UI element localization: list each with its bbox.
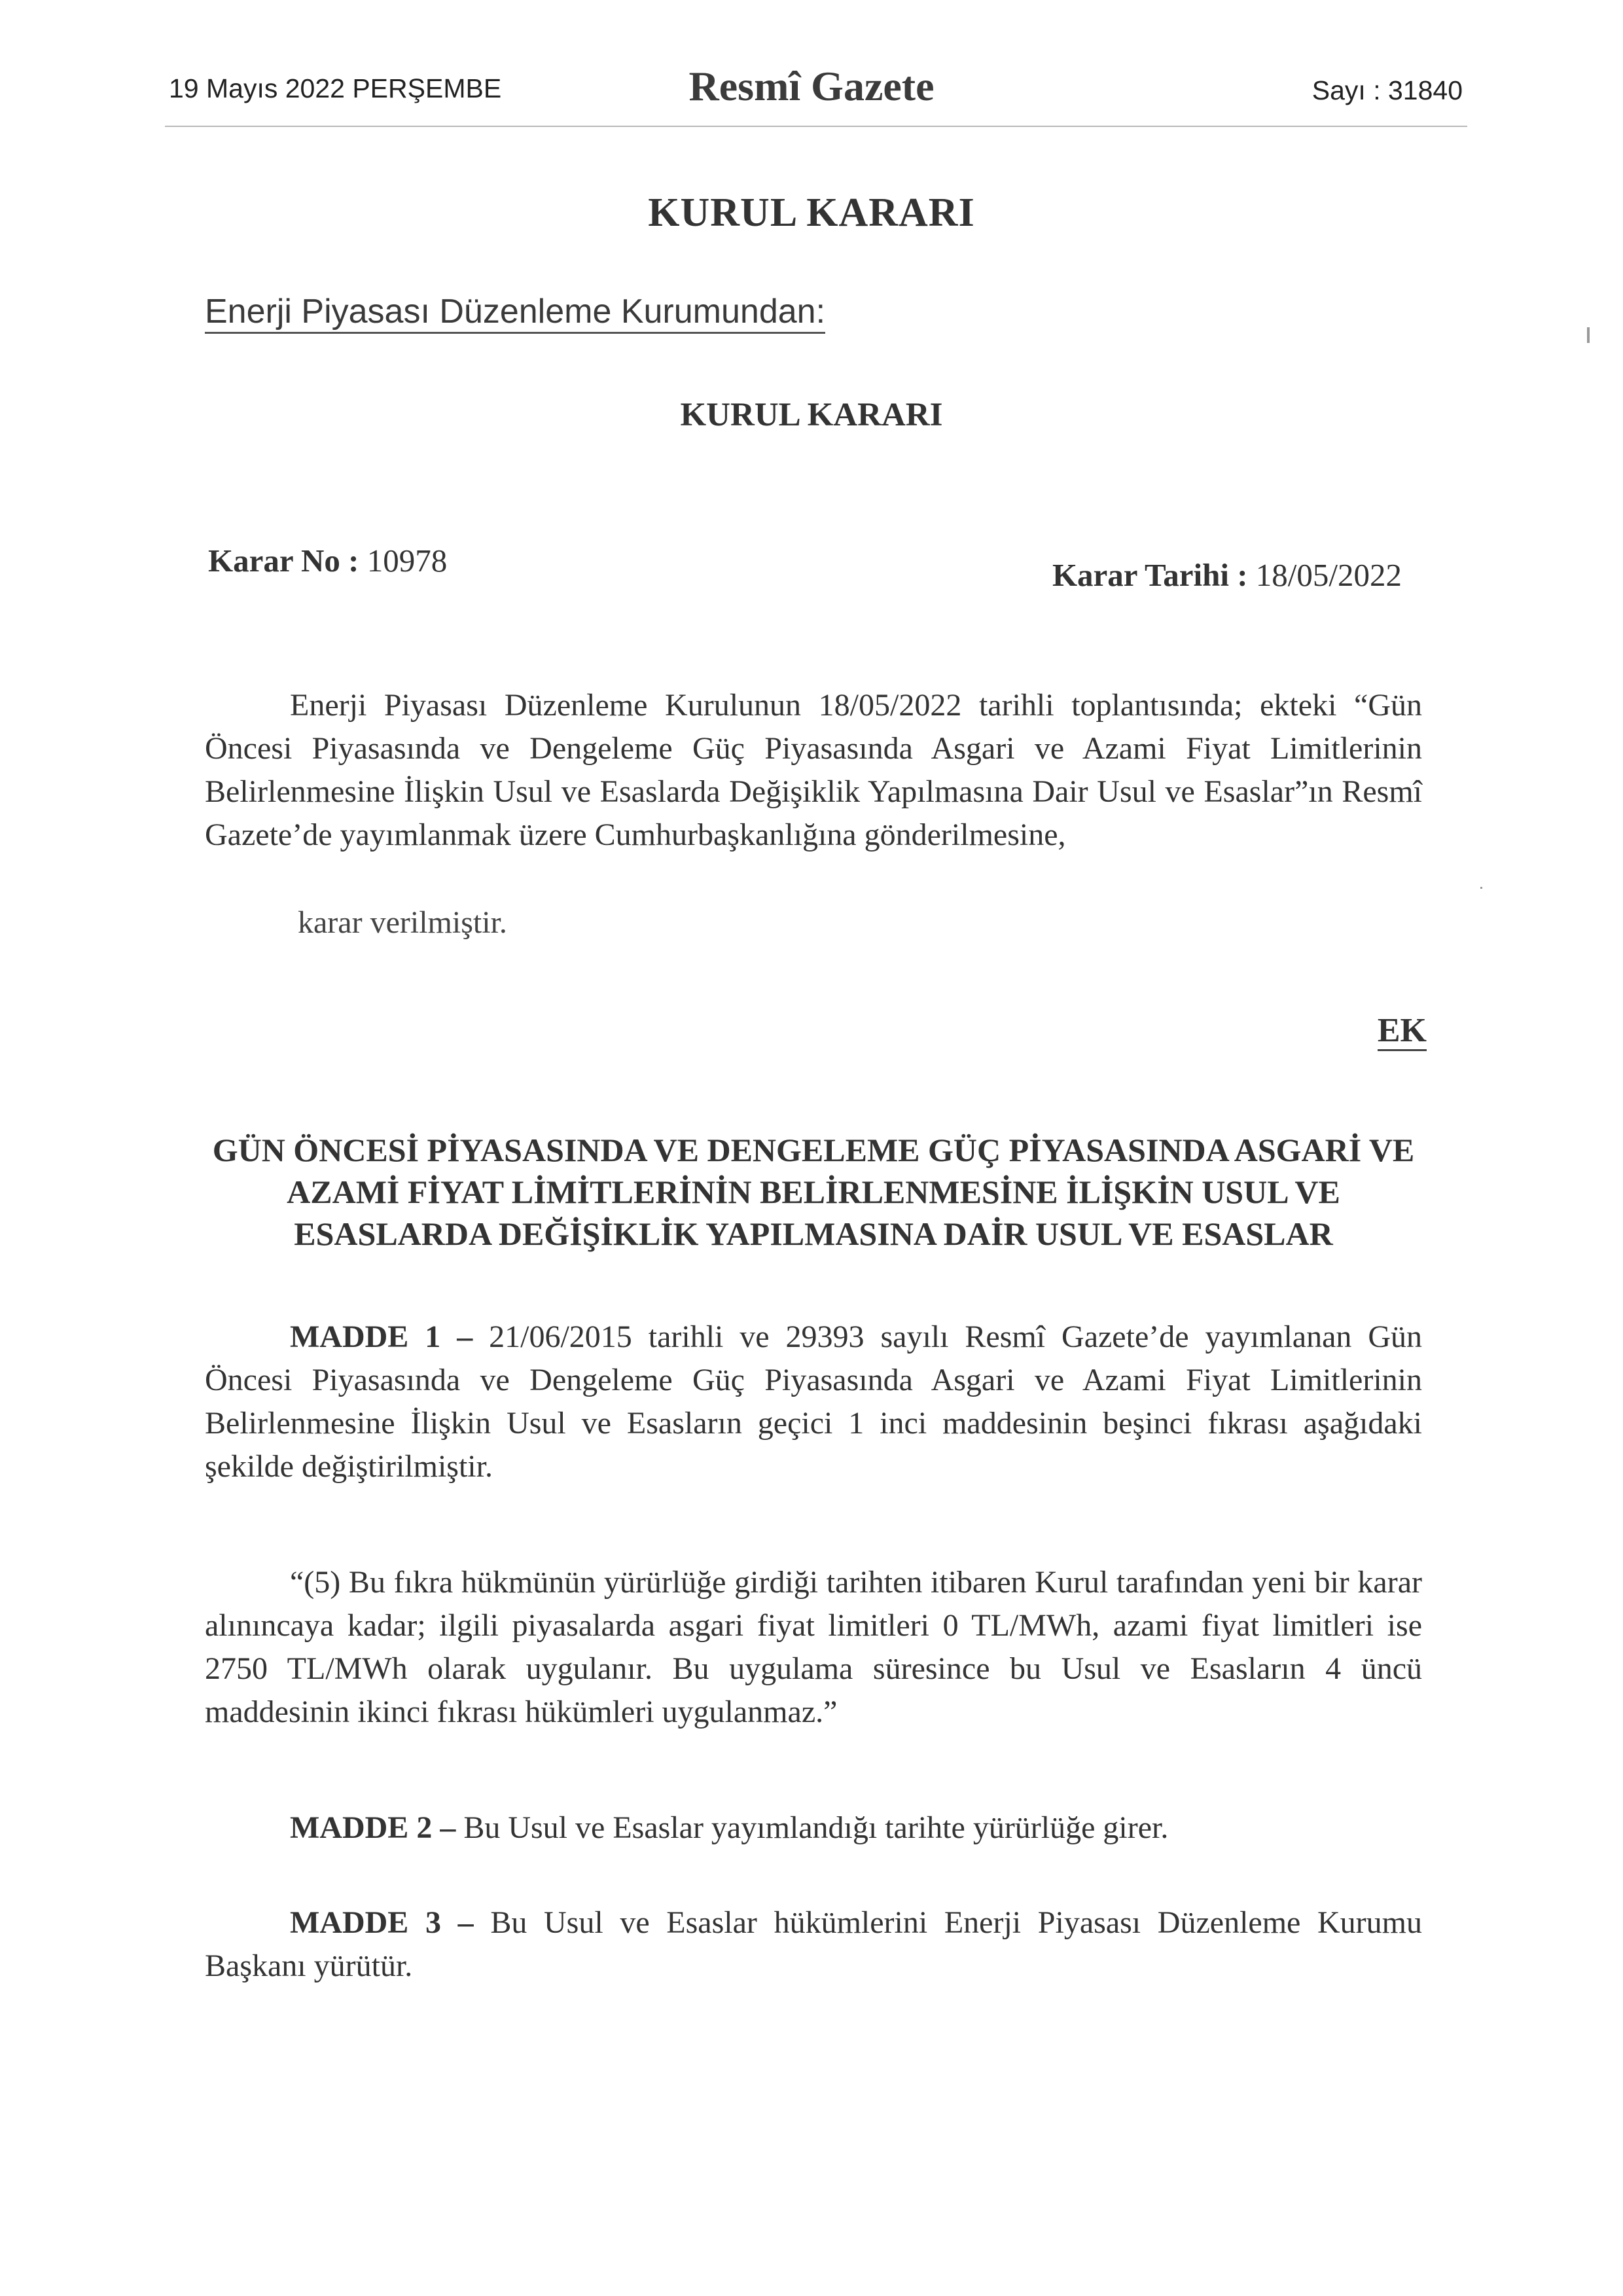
article-1-label: MADDE 1 –: [290, 1319, 473, 1354]
page-heading: KURUL KARARI: [648, 190, 975, 235]
annex-label: EK: [1378, 1013, 1427, 1051]
issue-number: Sayı : 31840: [1311, 75, 1463, 105]
article-2-text: Bu Usul ve Esaslar yayımlandığı tarihte yürürlüğe girer.: [463, 1810, 1169, 1845]
publication-title: Resmî Gazete: [688, 63, 935, 109]
article-2: [205, 1806, 1422, 1850]
article-1-text: 21/06/2015 tarihli ve 29393 sayılı Resmî Gazete’de yayımlanan Gün Öncesi Piyasasında ve Dengeleme Güç Piyasasında Asgari ve Azami Fiyat Limitlerinin Belirlenmesine İlişkin Usul ve Esasların geçici 1 inci maddesinin beşinci fıkrası aşağıdaki şekilde değiştirilmiştir.: [205, 1319, 1422, 1484]
decision-number-label: Karar No :: [208, 543, 359, 579]
scan-speck: [1480, 887, 1482, 889]
article-3-text: Bu Usul ve Esaslar hükümlerini Enerji Piyasası Düzenleme Kurumu Başkanı yürütür.: [205, 1905, 1423, 1983]
annex-title: GÜN ÖNCESİ PİYASASINDA VE DENGELEME GÜÇ PİYASASINDA ASGARİ VE AZAMİ FİYAT LİMİTLERİNİN BELİRLENMESİNE İLİŞKİN USUL VE ESASLARDA DEĞİŞİKLİK YAPILMASINA DAİR USUL VE ESASLAR: [212, 1132, 1415, 1252]
intro-paragraph: Enerji Piyasası Düzenleme Kurulunun 18/05/2022 tarihli toplantısında; ekteki “Gün Öncesi Piyasasında ve Dengeleme Güç Piyasasında Asgari ve Azami Fiyat Limitlerinin Belirlenmesine İlişkin Usul ve Esaslarda Değişiklik Yapılmasına Dair Usul ve Esaslar”ın Resmî Gazete’de yayımlanmak üzere Cumhurbaşkanlığına gönderilmesine,: [205, 688, 1422, 852]
decision-number-value: 10978: [366, 543, 448, 579]
header-divider: [165, 126, 1467, 127]
decision-date-value: 18/05/2022: [1255, 557, 1402, 593]
publication-date: 19 Mayıs 2022 PERŞEMBE: [169, 73, 502, 103]
decision-date-label: Karar Tarihi :: [1052, 557, 1248, 593]
article-1: [205, 1316, 1422, 1488]
decision-date: [1052, 556, 1402, 594]
decision-number: [208, 542, 447, 579]
decision-heading: KURUL KARARI: [680, 397, 943, 433]
issuing-authority: Enerji Piyasası Düzenleme Kurumundan:: [205, 293, 825, 334]
amended-clause: “(5) Bu fıkra hükmünün yürürlüğe girdiği tarihten itibaren Kurul tarafından yeni bir karar alınıncaya kadar; ilgili piyasalarda asgari fiyat limitleri 0 TL/MWh, azami fiyat limitleri ise 2750 TL/MWh olarak uygulanır. Bu uygulama süresince bu Usul ve Esasların 4 üncü maddesinin ikinci fıkrası hükümleri uygulanmaz.”: [205, 1565, 1422, 1729]
article-3: [205, 1901, 1422, 1988]
verdict-text: karar verilmiştir.: [298, 905, 507, 940]
scan-speck: [1587, 327, 1590, 343]
article-3-label: MADDE 3 –: [290, 1905, 474, 1940]
article-2-label: MADDE 2 –: [290, 1810, 456, 1845]
